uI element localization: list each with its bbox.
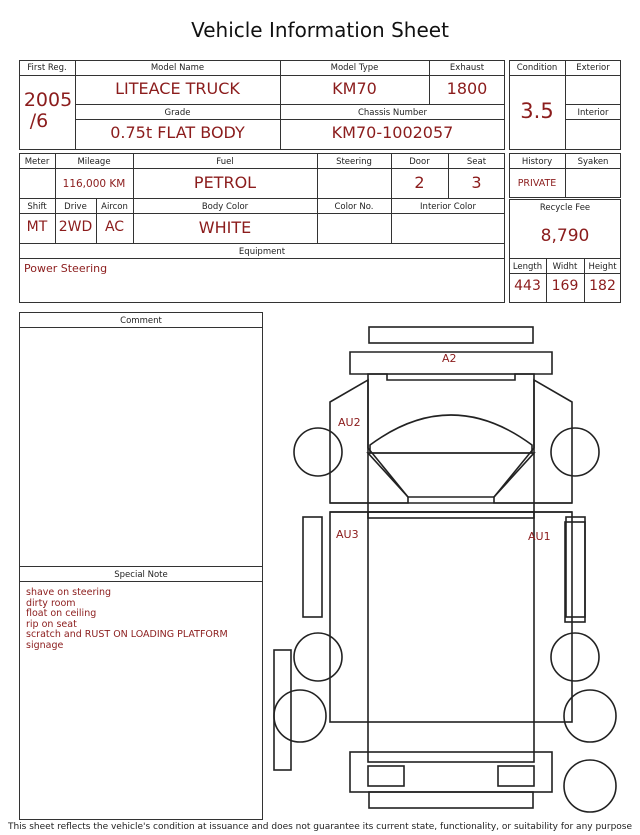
body-color-label: Body Color [201, 202, 249, 212]
disclaimer-footer: This sheet reflects the vehicle's condition at issuance and does not guarantee its current state, functionality, or suitability for any purpose [7, 822, 633, 832]
mileage-label: Mileage [77, 157, 111, 167]
grade-value: 0.75t FLAT BODY [110, 123, 245, 142]
model-type-label: Model Type [330, 63, 379, 73]
condition-label: Condition [516, 63, 558, 73]
model-name-label: Model Name [150, 63, 205, 73]
page-title: Vehicle Information Sheet [191, 18, 449, 42]
history-label: History [521, 157, 553, 167]
interior-label: Interior [577, 108, 609, 118]
fuel-label: Fuel [216, 157, 234, 167]
damage-mark-a2: A2 [442, 352, 457, 365]
front-right-wheel [551, 428, 599, 476]
color-no-label: Color No. [334, 202, 374, 212]
windshield [370, 415, 532, 453]
first-reg-month: /6 [29, 110, 49, 132]
recycle-fee-value: 8,790 [540, 226, 590, 246]
right-side-rail [566, 517, 585, 617]
cab-front-lower [368, 453, 534, 497]
length-label: Length [512, 262, 543, 272]
shift-value: MT [26, 219, 48, 235]
list-item: float on ceiling [26, 608, 97, 619]
condition-score: 3.5 [520, 99, 554, 123]
seat-value: 3 [471, 173, 482, 192]
height-label: Height [588, 262, 617, 272]
exhaust-value: 1800 [446, 79, 488, 98]
list-item: shave on steering [26, 587, 112, 598]
chassis-number-value: KM70-1002057 [331, 123, 454, 142]
recycle-fee-label: Recycle Fee [539, 203, 591, 213]
drive-value: 2WD [58, 219, 93, 235]
rear-right-wheel [551, 633, 599, 681]
list-item: scratch and RUST ON LOADING PLATFORM [26, 629, 228, 640]
exhaust-label: Exhaust [449, 63, 485, 73]
damage-mark-au1: AU1 [528, 530, 551, 543]
right-side-skirt [565, 522, 585, 622]
aircon-label: Aircon [101, 202, 128, 212]
steering-label: Steering [336, 157, 372, 167]
model-name-value: LITEACE TRUCK [115, 79, 240, 98]
height-value: 182 [589, 278, 616, 294]
exterior-label: Exterior [576, 63, 610, 73]
special-notes-list [26, 588, 260, 651]
door-value: 2 [414, 173, 425, 192]
rear-bumper-bottom [369, 792, 533, 808]
model-type-value: KM70 [332, 79, 377, 98]
interior-color-label: Interior Color [420, 202, 476, 212]
body-color-value: WHITE [198, 218, 252, 237]
chassis-number-label: Chassis Number [357, 108, 428, 118]
special-note-label: Special Note [114, 570, 168, 580]
bed-floor [368, 512, 534, 762]
damage-mark-au3: AU3 [336, 528, 359, 541]
history-value: PRIVATE [517, 178, 557, 189]
rear-left-wheel [294, 633, 342, 681]
syaken-label: Syaken [577, 157, 609, 167]
list-item: rip on seat [26, 618, 77, 630]
meter-label: Meter [24, 157, 50, 167]
left-side-rail [303, 517, 322, 617]
length-value: 443 [514, 278, 541, 294]
left-side-skirt [274, 650, 291, 770]
list-item: signage [26, 639, 64, 651]
door-label: Door [409, 157, 430, 167]
list-item: dirty room [26, 597, 76, 609]
comment-label: Comment [120, 316, 162, 326]
drive-label: Drive [64, 202, 87, 212]
loading-platform [330, 512, 572, 722]
seat-label: Seat [466, 157, 487, 167]
first-reg-year: 2005 [23, 89, 73, 111]
spare-rear-wheel [564, 760, 616, 812]
fuel-value: PETROL [193, 173, 257, 192]
damage-mark-au2: AU2 [338, 416, 361, 429]
width-label: Widht [552, 262, 578, 272]
grade-label: Grade [164, 108, 191, 118]
first-reg-label: First Reg. [27, 63, 67, 73]
mileage-value: 116,000 KM [62, 178, 126, 190]
vehicle-damage-diagram [270, 320, 630, 820]
equipment-label: Equipment [238, 247, 286, 257]
shift-label: Shift [27, 202, 47, 212]
front-bumper-top [369, 327, 533, 343]
front-left-wheel [294, 428, 342, 476]
spare-left-wheel [274, 690, 326, 742]
aircon-value: AC [104, 219, 125, 235]
equipment-value: Power Steering [24, 262, 108, 275]
width-value: 169 [551, 278, 579, 294]
